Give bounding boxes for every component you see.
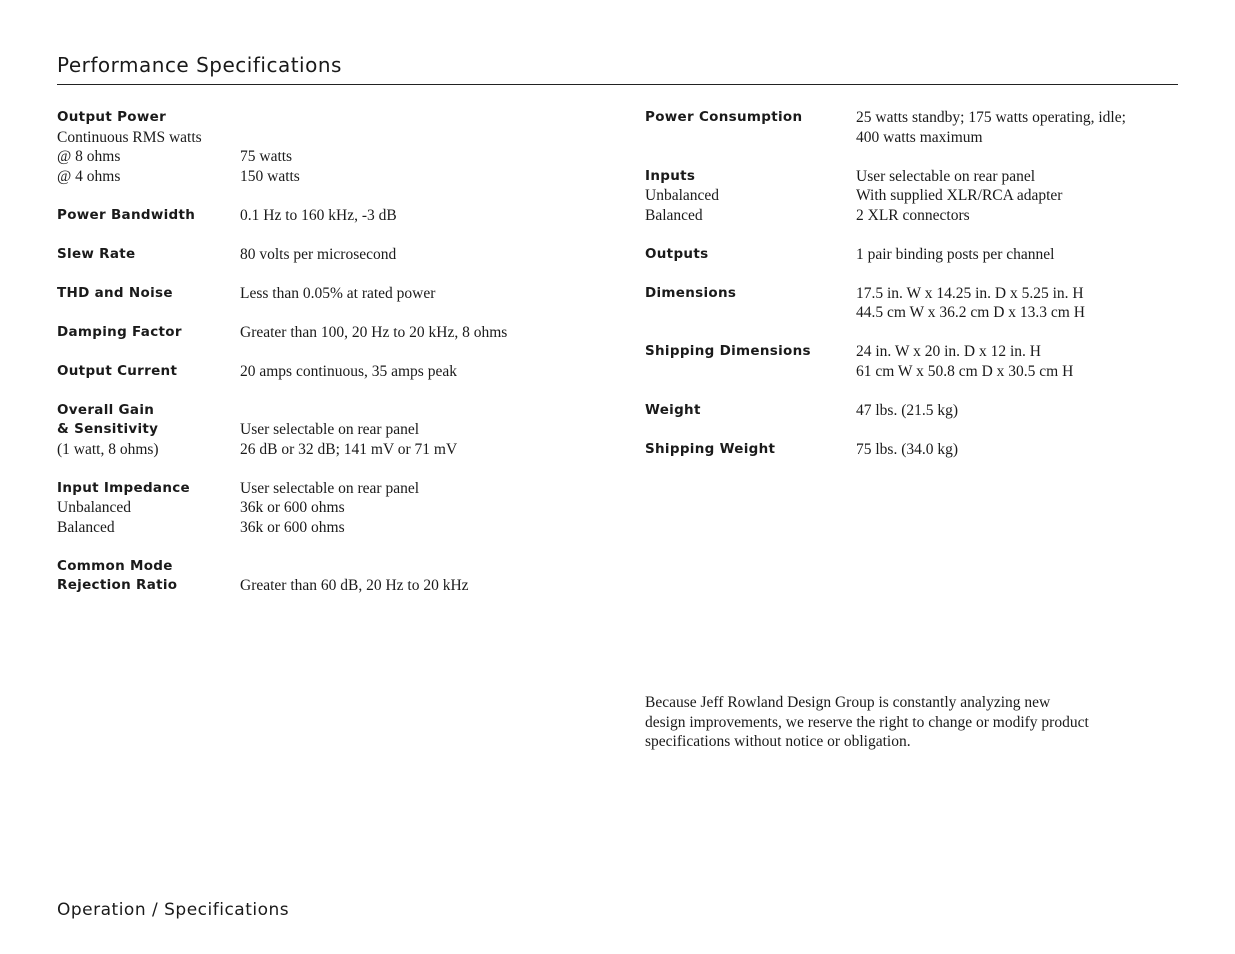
spec-row [57, 245, 597, 265]
spec-row [645, 128, 1185, 148]
spec-value: 17.5 in. W x 14.25 in. D x 5.25 in. H [856, 284, 1084, 302]
spec-label: Outputs [645, 245, 709, 262]
spec-row [645, 401, 1185, 421]
spec-label [645, 303, 856, 323]
spec-label: Inputs [645, 167, 696, 184]
spec-label: Input Impedance [57, 479, 191, 496]
spec-block [645, 167, 1185, 226]
spec-value: User selectable on rear panel [240, 479, 420, 497]
spec-row [645, 303, 1185, 323]
spec-block [57, 284, 597, 304]
spec-label: @ 4 ohms [57, 167, 121, 185]
spec-value: 26 dB or 32 dB; 141 mV or 71 mV [240, 440, 458, 458]
spec-row [645, 206, 1185, 226]
spec-row [57, 128, 597, 148]
page-title: Performance Specifications [57, 53, 342, 77]
spec-row [57, 576, 597, 596]
spec-label: Continuous RMS watts [57, 128, 202, 146]
spec-block [645, 401, 1185, 421]
spec-block [57, 245, 597, 265]
spec-row [645, 167, 1185, 187]
disclaimer-line: design improvements, we reserve the right to change or modify product [645, 713, 1089, 731]
spec-block [57, 479, 597, 538]
spec-label: Shipping Dimensions [645, 343, 811, 359]
spec-row [57, 206, 597, 226]
spec-row [645, 108, 1185, 128]
spec-block [57, 557, 597, 596]
spec-value: 1 pair binding posts per channel [856, 245, 1055, 263]
spec-value: 24 in. W x 20 in. D x 12 in. H [856, 343, 1042, 360]
spec-label: @ 8 ohms [57, 148, 121, 165]
spec-label: Rejection Ratio [57, 577, 178, 593]
spec-value: 20 amps continuous, 35 amps peak [240, 362, 457, 380]
spec-row [57, 518, 597, 538]
spec-value: Less than 0.05% at rated power [240, 284, 436, 302]
spec-value: User selectable on rear panel [240, 421, 420, 438]
spec-row [57, 362, 597, 382]
spec-block [645, 284, 1185, 323]
spec-label: Dimensions [645, 284, 737, 301]
page-footer: Operation / Specifications [57, 900, 290, 920]
spec-value: 75 lbs. (34.0 kg) [856, 440, 959, 458]
spec-block [57, 206, 597, 226]
spec-block [57, 362, 597, 382]
spec-row [57, 167, 597, 187]
title-divider [57, 84, 1178, 85]
spec-label: Weight [645, 401, 701, 418]
spec-label: Output Current [57, 362, 178, 379]
spec-block [645, 440, 1185, 460]
spec-row [57, 498, 597, 518]
spec-value: 150 watts [240, 167, 300, 185]
spec-value: 61 cm W x 50.8 cm D x 30.5 cm H [856, 362, 1074, 380]
spec-label: Damping Factor [57, 323, 182, 340]
spec-column-left [57, 108, 597, 615]
spec-label: Slew Rate [57, 245, 136, 262]
spec-block [645, 108, 1185, 147]
spec-label: Unbalanced [57, 499, 132, 516]
spec-label: Unbalanced [645, 187, 720, 204]
spec-value: 36k or 600 ohms [240, 518, 345, 536]
spec-label: (1 watt, 8 ohms) [57, 440, 159, 458]
spec-value: User selectable on rear panel [856, 167, 1036, 185]
spec-value: 0.1 Hz to 160 kHz, -3 dB [240, 206, 397, 224]
spec-row [57, 420, 597, 440]
spec-block [57, 108, 597, 186]
spec-value: 80 volts per microsecond [240, 245, 397, 263]
spec-value: 44.5 cm W x 36.2 cm D x 13.3 cm H [856, 304, 1085, 321]
spec-value: 75 watts [240, 148, 293, 165]
spec-value: With supplied XLR/RCA adapter [856, 187, 1063, 204]
spec-label [645, 128, 856, 148]
spec-row [57, 557, 597, 577]
spec-label: Common Mode [57, 557, 173, 574]
spec-value: Greater than 60 dB, 20 Hz to 20 kHz [240, 577, 469, 594]
spec-value: 36k or 600 ohms [240, 499, 345, 516]
spec-label: Shipping Weight [645, 440, 776, 457]
disclaimer-text [645, 693, 1165, 752]
spec-value: 25 watts standby; 175 watts operating, idle; [856, 109, 1126, 126]
spec-row [57, 284, 597, 304]
spec-row [645, 186, 1185, 206]
spec-row [57, 108, 597, 128]
spec-label: & Sensitivity [57, 421, 159, 437]
spec-column-right [645, 108, 1185, 479]
spec-block [57, 401, 597, 460]
spec-row [645, 362, 1185, 382]
spec-block [645, 245, 1185, 265]
spec-row [57, 401, 597, 421]
spec-block [645, 342, 1185, 381]
spec-label: Output Power [57, 109, 167, 125]
spec-row [645, 440, 1185, 460]
spec-row [57, 147, 597, 167]
disclaimer-line: Because Jeff Rowland Design Group is constantly analyzing new [645, 694, 1051, 711]
spec-row [645, 245, 1185, 265]
spec-row [57, 323, 597, 343]
spec-label: Power Consumption [645, 109, 803, 125]
spec-label: Overall Gain [57, 401, 155, 418]
spec-row [645, 284, 1185, 304]
spec-value: 47 lbs. (21.5 kg) [856, 401, 959, 419]
spec-label [645, 362, 856, 382]
spec-row [57, 479, 597, 499]
spec-value: Greater than 100, 20 Hz to 20 kHz, 8 ohms [240, 323, 508, 341]
spec-label: Balanced [645, 206, 703, 224]
spec-value: 400 watts maximum [856, 128, 983, 146]
spec-row [57, 440, 597, 460]
spec-value: 2 XLR connectors [856, 206, 970, 224]
disclaimer-line: specifications without notice or obligation. [645, 733, 911, 750]
spec-label: THD and Noise [57, 284, 173, 301]
spec-label: Balanced [57, 518, 115, 536]
spec-row [645, 342, 1185, 362]
spec-block [57, 323, 597, 343]
spec-label: Power Bandwidth [57, 206, 196, 223]
